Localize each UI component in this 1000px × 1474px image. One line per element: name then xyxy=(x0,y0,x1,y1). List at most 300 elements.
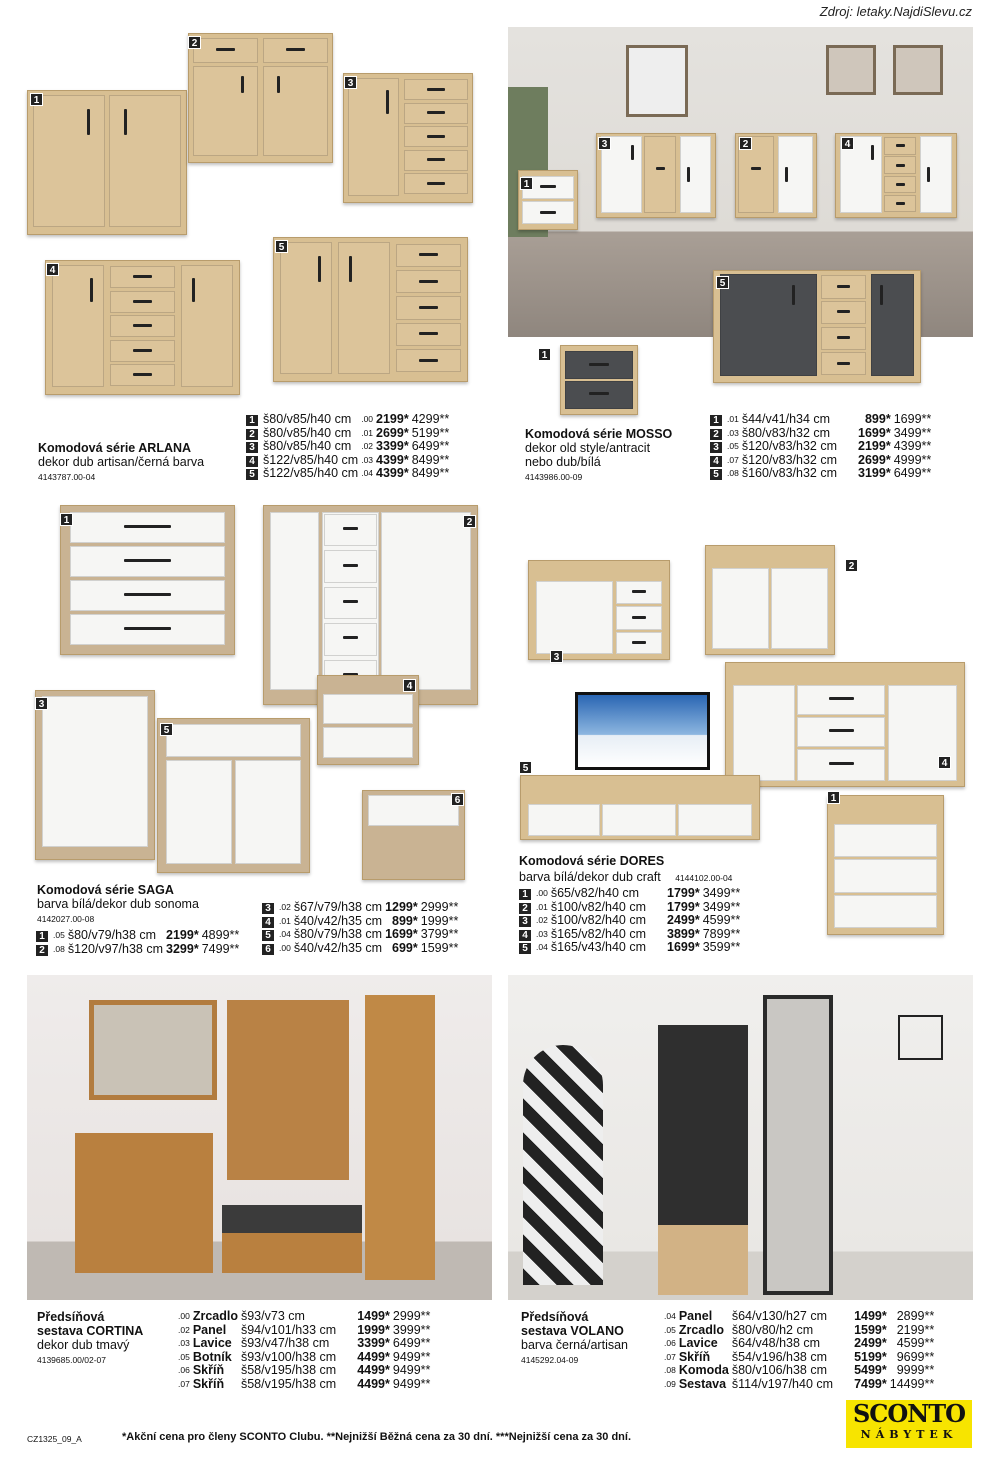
cabinet-front xyxy=(644,136,676,212)
handle xyxy=(829,697,855,700)
dores-item-2 xyxy=(705,545,835,655)
regular-price: 7899** xyxy=(702,926,741,941)
logo-line-1: SCONTO xyxy=(852,1399,966,1428)
dimensions: š93/v47/h38 cm xyxy=(240,1336,330,1351)
item-number-badge: 3 xyxy=(550,650,563,663)
mosso-info xyxy=(525,427,672,482)
dimensions: š122/v85/h40 cm xyxy=(263,452,359,467)
item-number xyxy=(710,413,727,427)
variant-code: .06 xyxy=(664,1338,676,1349)
dores-title: Komodová série DORES xyxy=(519,854,665,868)
variant-code: .02 xyxy=(279,902,291,912)
handle xyxy=(792,285,795,305)
price-row xyxy=(246,413,452,427)
variant-code: .08 xyxy=(53,943,65,954)
item-number-badge: 3 xyxy=(262,903,274,914)
club-price: 4499* xyxy=(357,1363,390,1378)
sconto-logo xyxy=(846,1400,972,1448)
item-number-badge: 1 xyxy=(246,415,258,426)
cabinet-front xyxy=(536,581,613,655)
handle xyxy=(124,109,127,135)
item-number-badge: 5 xyxy=(262,930,274,941)
regular-price: 4999** xyxy=(893,452,932,467)
handle xyxy=(785,167,788,182)
price-row xyxy=(178,1337,433,1351)
cabinet-front xyxy=(884,195,916,212)
variant-code: .06 xyxy=(178,1365,190,1376)
regular-price: 8499** xyxy=(411,466,450,481)
arlana-item-2 xyxy=(188,33,333,163)
variant-code: .01 xyxy=(279,915,291,926)
regular-price: 4599** xyxy=(702,913,741,928)
cabinet-front xyxy=(821,275,866,298)
regular-price: 3499** xyxy=(702,886,741,900)
item-number-badge: 3 xyxy=(35,697,48,710)
club-price: 2199* xyxy=(858,439,891,454)
club-price: 1299* xyxy=(385,900,418,914)
handle xyxy=(896,183,905,186)
price-row xyxy=(710,413,934,427)
volano-title-1: Předsíňová xyxy=(521,1310,589,1324)
cabinet-front xyxy=(381,512,470,690)
arlana-item-4 xyxy=(45,260,240,395)
cabinet-front xyxy=(884,137,916,154)
item-number-badge: 2 xyxy=(739,137,752,150)
handle xyxy=(124,525,170,528)
handle xyxy=(829,729,855,732)
handle xyxy=(631,145,634,160)
saga-info xyxy=(37,883,199,924)
item-number-badge: 5 xyxy=(519,943,531,954)
item-number-badge: 3 xyxy=(519,916,531,927)
cabinet-front xyxy=(834,895,938,928)
variant-code: .04 xyxy=(536,942,548,953)
item-number xyxy=(710,440,727,454)
regular-price: 9499** xyxy=(392,1376,431,1391)
cabinet-front xyxy=(834,824,938,857)
handle xyxy=(216,48,235,51)
club-price: 2499* xyxy=(854,1336,887,1351)
handle xyxy=(427,158,446,161)
price-row xyxy=(519,914,743,928)
item-number xyxy=(246,454,263,468)
cabinet-front xyxy=(181,265,233,387)
handle xyxy=(540,211,555,214)
price-row xyxy=(246,427,452,441)
cabinet-front xyxy=(884,156,916,173)
cabinet-front xyxy=(404,150,468,171)
cabinet-front xyxy=(193,66,257,156)
regular-price: 6499** xyxy=(392,1336,431,1351)
item-number-badge: 1 xyxy=(519,889,531,900)
item-number xyxy=(519,901,536,915)
price-row xyxy=(262,942,461,956)
handle xyxy=(133,300,152,303)
club-price: 4499* xyxy=(357,1376,390,1391)
handle xyxy=(277,76,280,94)
cabinet-front xyxy=(616,632,662,655)
cabinet-front xyxy=(797,685,885,715)
regular-price: 1599** xyxy=(420,940,459,955)
mosso-item-5 xyxy=(713,270,921,383)
variant-code: .00 xyxy=(178,1311,190,1321)
item-number-badge: 2 xyxy=(519,903,531,914)
item-number-badge: 4 xyxy=(403,679,416,692)
saga-code: 4142027.00-08 xyxy=(37,914,95,924)
cabinet-front xyxy=(110,266,176,288)
mosso-price-table xyxy=(710,413,934,481)
handle xyxy=(124,559,170,562)
price-row xyxy=(710,440,934,454)
cabinet-front xyxy=(166,760,232,864)
handle xyxy=(632,641,645,644)
price-row xyxy=(246,454,452,468)
cabinet-front xyxy=(324,587,377,619)
arlana-price-table xyxy=(246,413,452,481)
variant-code: .07 xyxy=(178,1378,190,1389)
handle xyxy=(343,564,358,567)
handle xyxy=(427,88,446,91)
regular-price: 2999** xyxy=(392,1309,431,1323)
price-row xyxy=(246,440,452,454)
handle xyxy=(837,336,850,339)
item-number-badge: 1 xyxy=(30,93,43,106)
item-number xyxy=(710,454,727,468)
dimensions: š160/v83/h32 cm xyxy=(741,466,838,481)
regular-price: 9499** xyxy=(392,1349,431,1364)
cabinet-front xyxy=(166,724,302,758)
item-number-badge: 2 xyxy=(463,515,476,528)
handle xyxy=(837,362,850,365)
tv-screen xyxy=(575,692,710,770)
dores-item-4 xyxy=(725,662,965,787)
handle xyxy=(751,167,761,170)
item-number-badge: 6 xyxy=(262,944,274,955)
volano-code: 4145292.04-09 xyxy=(521,1355,579,1365)
source-credit: Zdroj: letaky.NajdiSlevu.cz xyxy=(819,4,972,19)
club-price: 4399* xyxy=(376,452,409,467)
handle xyxy=(286,48,305,51)
price-row xyxy=(664,1324,937,1338)
saga-price-table-right xyxy=(262,901,461,955)
dimensions: š58/v195/h38 cm xyxy=(240,1376,337,1391)
club-price: 3399* xyxy=(376,439,409,454)
regular-price: 8499** xyxy=(411,452,450,467)
item-number-badge: 5 xyxy=(710,469,722,480)
cabinet-front xyxy=(712,568,768,649)
regular-price: 5199** xyxy=(411,425,450,440)
club-price: 1699* xyxy=(858,425,891,440)
item-number xyxy=(710,427,727,441)
handle xyxy=(419,253,438,256)
club-price: 4499* xyxy=(357,1349,390,1364)
product-name: Sestava xyxy=(678,1376,727,1391)
dimensions: š80/v85/h40 cm xyxy=(263,425,352,440)
item-number xyxy=(519,928,536,942)
cabinet-front xyxy=(680,136,712,212)
regular-price: 9999** xyxy=(896,1363,935,1378)
price-row xyxy=(710,454,934,468)
club-price: 1799* xyxy=(667,899,700,914)
product-name: Lavice xyxy=(192,1336,232,1351)
variant-code: .05 xyxy=(53,930,65,940)
product-name: Botník xyxy=(192,1349,232,1364)
handle xyxy=(124,627,170,630)
price-row xyxy=(664,1351,937,1365)
handle xyxy=(589,363,609,366)
club-price: 899* xyxy=(864,412,891,426)
cabinet-front xyxy=(70,614,226,645)
cabinet-front xyxy=(616,581,662,605)
price-row xyxy=(519,887,743,901)
regular-price: 3499** xyxy=(893,425,932,440)
product-name: Skříň xyxy=(192,1376,225,1391)
cabinet-front xyxy=(270,512,319,690)
handle xyxy=(837,310,850,313)
price-row xyxy=(710,467,934,481)
club-price: 2499* xyxy=(667,913,700,928)
club-price: 899* xyxy=(392,913,418,928)
handle xyxy=(656,167,665,170)
variant-code: .03 xyxy=(361,454,374,465)
club-price: 3199* xyxy=(858,466,891,481)
handle xyxy=(386,90,389,113)
handle xyxy=(896,144,905,147)
price-row xyxy=(178,1378,433,1392)
handle xyxy=(133,324,152,327)
dimensions: š120/v83/h32 cm xyxy=(741,452,838,467)
dimensions: š40/v42/h35 cm xyxy=(293,940,383,955)
club-price: 3299* xyxy=(166,941,199,956)
variant-code: .03 xyxy=(178,1338,190,1349)
variant-code: .01 xyxy=(727,414,739,424)
item-number-badge: 5 xyxy=(246,469,258,480)
mosso-title: Komodová série MOSSO xyxy=(525,427,673,441)
mosso-item-3 xyxy=(596,133,716,218)
price-row xyxy=(262,915,461,929)
product-name: Skříň xyxy=(678,1349,711,1364)
price-row xyxy=(36,943,242,957)
variant-code: .02 xyxy=(361,441,374,452)
cabinet-front xyxy=(404,126,468,147)
volano-hallway-photo xyxy=(508,975,973,1300)
item-number xyxy=(246,467,263,481)
dores-code: 4144102.00-04 xyxy=(675,873,733,883)
club-price: 1699* xyxy=(385,927,418,942)
dimensions: š64/v48/h38 cm xyxy=(731,1336,821,1351)
saga-subtitle: barva bílá/dekor dub sonoma xyxy=(37,897,199,911)
club-price: 1999* xyxy=(357,1322,390,1337)
cortina-title-2: sestava CORTINA xyxy=(37,1324,144,1338)
item-number xyxy=(710,467,727,481)
regular-price: 1699** xyxy=(893,412,932,426)
item-number-badge: 1 xyxy=(60,513,73,526)
cortina-info xyxy=(37,1310,143,1365)
handle xyxy=(343,636,358,639)
cabinet-front xyxy=(42,696,148,847)
club-price: 5499* xyxy=(854,1363,887,1378)
product-name: Panel xyxy=(192,1322,227,1337)
cabinet-front xyxy=(70,580,226,611)
cabinet-front xyxy=(797,717,885,747)
club-price: 2699* xyxy=(858,452,891,467)
price-row xyxy=(178,1364,433,1378)
handle xyxy=(540,185,555,188)
cabinet-front xyxy=(235,760,301,864)
cabinet-front xyxy=(70,512,226,543)
dimensions: š80/v79/h38 cm xyxy=(293,927,383,942)
dores-item-5 xyxy=(520,775,760,840)
club-price: 1799* xyxy=(667,886,700,900)
cabinet-front xyxy=(110,364,176,386)
cabinet-front xyxy=(324,623,377,655)
cabinet-front xyxy=(33,95,106,227)
item-number-badge: 6 xyxy=(451,793,464,806)
handle xyxy=(343,600,358,603)
cabinet-front xyxy=(110,340,176,362)
item-number xyxy=(246,413,263,427)
variant-code: .05 xyxy=(727,441,739,452)
cabinet-front xyxy=(404,173,468,194)
price-row xyxy=(710,427,934,441)
price-row xyxy=(36,929,242,943)
mosso-subtitle: dekor old style/antracit xyxy=(525,441,651,455)
regular-price: 7499** xyxy=(201,941,240,956)
regular-price: 3999** xyxy=(392,1322,431,1337)
handle xyxy=(687,167,690,182)
price-row xyxy=(664,1364,937,1378)
saga-item-6 xyxy=(362,790,465,880)
dimensions: š64/v130/h27 cm xyxy=(731,1309,828,1323)
volano-subtitle: barva černá/artisan xyxy=(521,1338,629,1352)
cabinet-front xyxy=(323,727,413,758)
cabinet-front xyxy=(368,795,459,826)
item-number-badge: 5 xyxy=(519,761,532,774)
regular-price: 4599** xyxy=(896,1336,935,1351)
cabinet-front xyxy=(348,78,399,196)
product-name: Lavice xyxy=(678,1336,718,1351)
item-number-badge: 3 xyxy=(710,442,722,453)
cabinet-front xyxy=(396,244,462,267)
handle xyxy=(419,280,438,283)
club-price: 2699* xyxy=(376,425,409,440)
variant-code: .01 xyxy=(536,901,548,912)
cabinet-front xyxy=(678,804,752,836)
item-number xyxy=(36,929,53,943)
club-price: 5199* xyxy=(854,1349,887,1364)
cortina-price-table xyxy=(178,1310,433,1392)
cabinet-front xyxy=(323,694,413,725)
dimensions: š67/v79/h38 cm xyxy=(293,900,383,914)
item-number-badge: 1 xyxy=(520,177,533,190)
dores-item-1 xyxy=(827,795,944,935)
handle xyxy=(589,392,609,395)
cabinet-front xyxy=(884,176,916,193)
dimensions: š80/v79/h38 cm xyxy=(67,928,157,942)
variant-code: .00 xyxy=(536,888,548,898)
dimensions: š120/v83/h32 cm xyxy=(741,439,838,454)
dimensions: š58/v195/h38 cm xyxy=(240,1363,337,1378)
price-row xyxy=(262,928,461,942)
cabinet-front xyxy=(821,301,866,324)
dimensions: š65/v82/h40 cm xyxy=(550,886,640,900)
cabinet-front xyxy=(404,103,468,124)
cabinet-front xyxy=(565,381,633,408)
handle xyxy=(829,762,855,765)
item-number xyxy=(262,928,279,942)
regular-price: 4899** xyxy=(201,928,240,942)
variant-code: .03 xyxy=(727,427,739,438)
handle xyxy=(349,256,352,282)
cabinet-front xyxy=(602,804,676,836)
page-code: CZ1325_09_A xyxy=(27,1434,82,1444)
item-number-badge: 3 xyxy=(246,442,258,453)
dimensions: š94/v101/h33 cm xyxy=(240,1322,337,1337)
cabinet-front xyxy=(263,66,327,156)
club-price: 7499* xyxy=(854,1376,887,1391)
club-price: 2199* xyxy=(166,928,199,942)
saga-item-3 xyxy=(35,690,155,860)
regular-price: 4399** xyxy=(893,439,932,454)
handle xyxy=(927,167,930,182)
item-number-badge: 4 xyxy=(710,456,722,467)
variant-code: .07 xyxy=(727,454,739,465)
item-number xyxy=(262,901,279,915)
cabinet-front xyxy=(193,38,257,64)
club-price: 1499* xyxy=(357,1309,390,1323)
saga-title: Komodová série SAGA xyxy=(37,883,174,897)
dimensions: š40/v42/h35 cm xyxy=(293,913,383,928)
handle xyxy=(632,616,645,619)
cabinet-front xyxy=(396,323,462,346)
dimensions: š120/v97/h38 cm xyxy=(67,941,164,956)
item-number xyxy=(519,887,536,901)
saga-item-5 xyxy=(157,718,310,873)
variant-code: .05 xyxy=(664,1324,676,1335)
cabinet-front xyxy=(522,201,574,224)
handle xyxy=(90,278,93,302)
regular-price: 2899** xyxy=(896,1309,935,1323)
cabinet-front xyxy=(110,315,176,337)
item-number-badge: 2 xyxy=(246,429,258,440)
price-row xyxy=(246,467,452,481)
variant-code: .08 xyxy=(727,468,739,479)
mosso-item-1b xyxy=(560,345,638,415)
arlana-code: 4143787.00-04 xyxy=(38,472,96,482)
arlana-item-5 xyxy=(273,237,468,382)
item-number xyxy=(246,427,263,441)
product-name: Skříň xyxy=(192,1363,225,1378)
regular-price: 14499** xyxy=(889,1376,935,1391)
variant-code: .04 xyxy=(361,468,374,479)
dimensions: š122/v85/h40 cm xyxy=(263,466,359,481)
item-number-badge: 1 xyxy=(827,791,840,804)
dimensions: š100/v82/h40 cm xyxy=(550,899,647,914)
handle xyxy=(427,182,446,185)
dimensions: š93/v100/h38 cm xyxy=(240,1349,337,1364)
variant-code: .02 xyxy=(536,915,548,926)
handle xyxy=(896,164,905,167)
club-price: 4399* xyxy=(376,466,409,481)
cabinet-front xyxy=(616,606,662,630)
regular-price: 4299** xyxy=(411,412,450,426)
arlana-item-1 xyxy=(27,90,187,235)
dimensions: š80/v80/h2 cm xyxy=(731,1322,814,1337)
product-name: Panel xyxy=(678,1309,713,1323)
cortina-title-1: Předsíňová xyxy=(37,1310,105,1324)
variant-code: .08 xyxy=(664,1365,676,1376)
item-number xyxy=(246,440,263,454)
